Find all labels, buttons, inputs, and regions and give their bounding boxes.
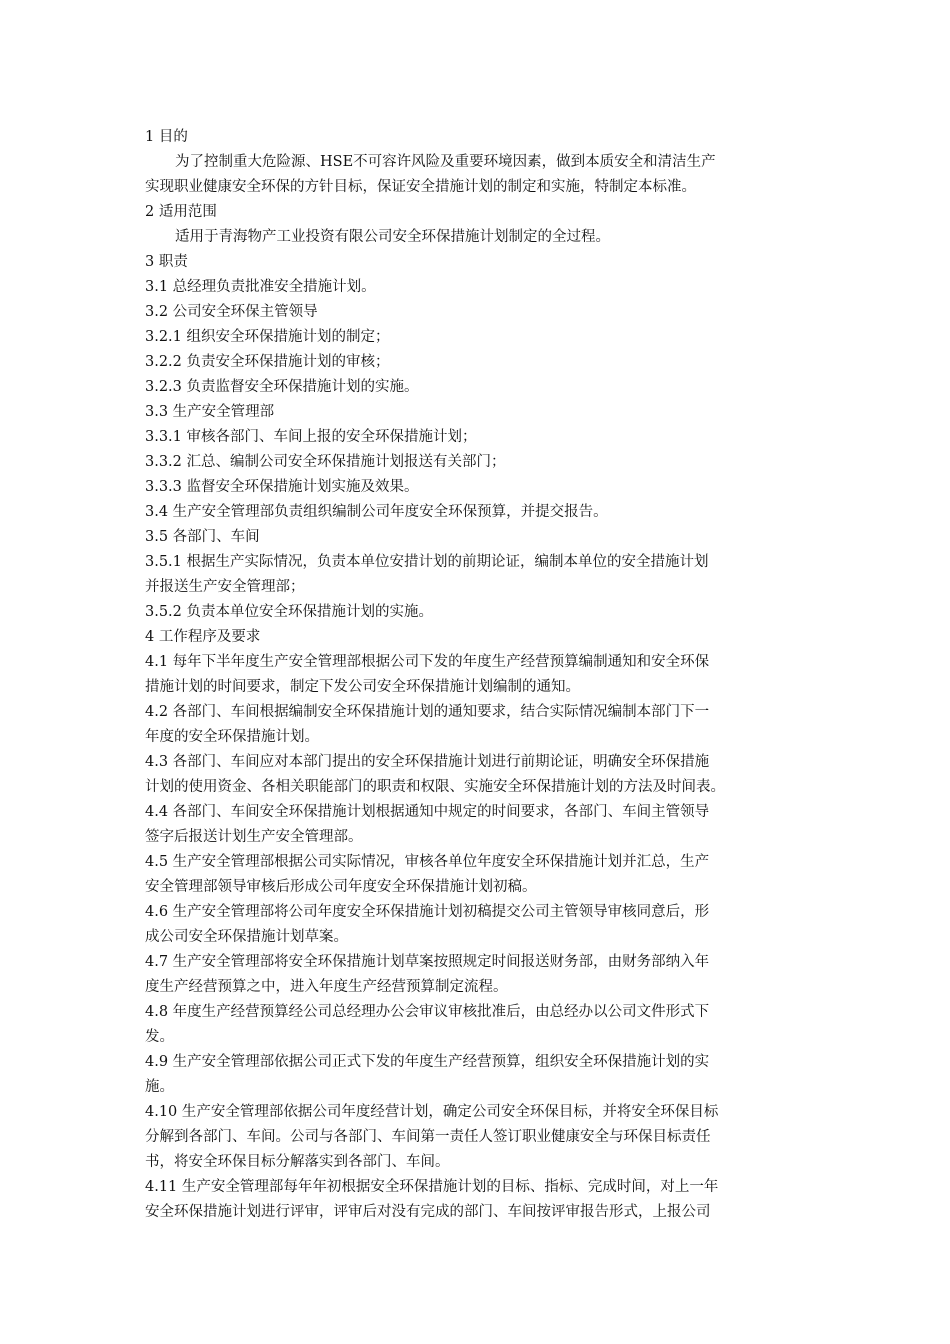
text-line: 发。 xyxy=(145,1029,174,1045)
text-line: 3.1 总经理负责批准安全措施计划。 xyxy=(145,279,376,295)
text-line: 3.3.3 监督安全环保措施计划实施及效果。 xyxy=(145,479,419,495)
text-line: 3.3.2 汇总、编制公司安全环保措施计划报送有关部门； xyxy=(145,454,506,470)
text-line: 3.5 各部门、车间 xyxy=(145,529,260,545)
text-line: 4 工作程序及要求 xyxy=(145,629,261,645)
text-line: 安全环保措施计划进行评审，评审后对没有完成的部门、车间按评审报告形式，上报公司 xyxy=(145,1204,711,1220)
text-line: 3.3.1 审核各部门、车间上报的安全环保措施计划； xyxy=(145,429,477,445)
text-line: 3.2 公司安全环保主管领导 xyxy=(145,304,318,320)
text-line: 3.5.1 根据生产实际情况，负责本单位安措计划的前期论证，编制本单位的安全措施计划 xyxy=(145,554,709,570)
text-line: 成公司安全环保措施计划草案。 xyxy=(145,929,348,945)
text-line: 为了控制重大危险源、HSE不可容许风险及重要环境因素，做到本质安全和清洁生产 xyxy=(175,154,716,170)
text-line: 3 职责 xyxy=(145,254,188,270)
text-line: 4.1 每年下半年度生产安全管理部根据公司下发的年度生产经营预算编制通知和安全环保 xyxy=(145,654,710,670)
text-line: 4.8 年度生产经营预算经公司总经理办公会审议审核批准后，由总经办以公司文件形式下 xyxy=(145,1004,710,1020)
text-line: 计划的使用资金、各相关职能部门的职责和权限、实施安全环保措施计划的方法及时间表。 xyxy=(145,779,725,795)
text-line: 1 目的 xyxy=(145,129,188,145)
text-line: 4.9 生产安全管理部依据公司正式下发的年度生产经营预算，组织安全环保措施计划的实 xyxy=(145,1054,710,1070)
text-line: 4.3 各部门、车间应对本部门提出的安全环保措施计划进行前期论证，明确安全环保措施 xyxy=(145,754,710,770)
text-line: 4.5 生产安全管理部根据公司实际情况，审核各单位年度安全环保措施计划并汇总，生产 xyxy=(145,854,710,870)
text-line: 度生产经营预算之中，进入年度生产经营预算制定流程。 xyxy=(145,979,508,995)
text-line: 3.3 生产安全管理部 xyxy=(145,404,275,420)
text-line: 分解到各部门、车间。公司与各部门、车间第一责任人签订职业健康安全与环保目标责任 xyxy=(145,1129,711,1145)
text-line: 4.2 各部门、车间根据编制安全环保措施计划的通知要求，结合实际情况编制本部门下一 xyxy=(145,704,710,720)
text-line: 3.2.3 负责监督安全环保措施计划的实施。 xyxy=(145,379,419,395)
text-line: 施。 xyxy=(145,1079,174,1095)
text-line: 措施计划的时间要求，制定下发公司安全环保措施计划编制的通知。 xyxy=(145,679,580,695)
text-line: 并报送生产安全管理部； xyxy=(145,579,305,595)
text-line: 4.6 生产安全管理部将公司年度安全环保措施计划初稿提交公司主管领导审核同意后，形 xyxy=(145,904,710,920)
text-line: 3.4 生产安全管理部负责组织编制公司年度安全环保预算，并提交报告。 xyxy=(145,504,608,520)
text-line: 3.2.2 负责安全环保措施计划的审核； xyxy=(145,354,390,370)
text-line: 年度的安全环保措施计划。 xyxy=(145,729,319,745)
text-line: 4.7 生产安全管理部将安全环保措施计划草案按照规定时间报送财务部，由财务部纳入年 xyxy=(145,954,710,970)
text-line: 2 适用范围 xyxy=(145,204,217,220)
text-line: 4.4 各部门、车间安全环保措施计划根据通知中规定的时间要求，各部门、车间主管领导 xyxy=(145,804,710,820)
text-line: 4.10 生产安全管理部依据公司年度经营计划，确定公司安全环保目标，并将安全环保目标 xyxy=(145,1104,719,1120)
text-line: 书，将安全环保目标分解落实到各部门、车间。 xyxy=(145,1154,450,1170)
text-line: 实现职业健康安全环保的方针目标，保证安全措施计划的制定和实施，特制定本标准。 xyxy=(145,179,696,195)
text-line: 签字后报送计划生产安全管理部。 xyxy=(145,829,363,845)
text-line: 3.2.1 组织安全环保措施计划的制定； xyxy=(145,329,390,345)
text-line: 适用于青海物产工业投资有限公司安全环保措施计划制定的全过程。 xyxy=(175,229,610,245)
text-line: 4.11 生产安全管理部每年年初根据安全环保措施计划的目标、指标、完成时间，对上一年 xyxy=(145,1179,719,1195)
text-line: 安全管理部领导审核后形成公司年度安全环保措施计划初稿。 xyxy=(145,879,537,895)
text-line: 3.5.2 负责本单位安全环保措施计划的实施。 xyxy=(145,604,434,620)
document-page xyxy=(145,125,815,1225)
